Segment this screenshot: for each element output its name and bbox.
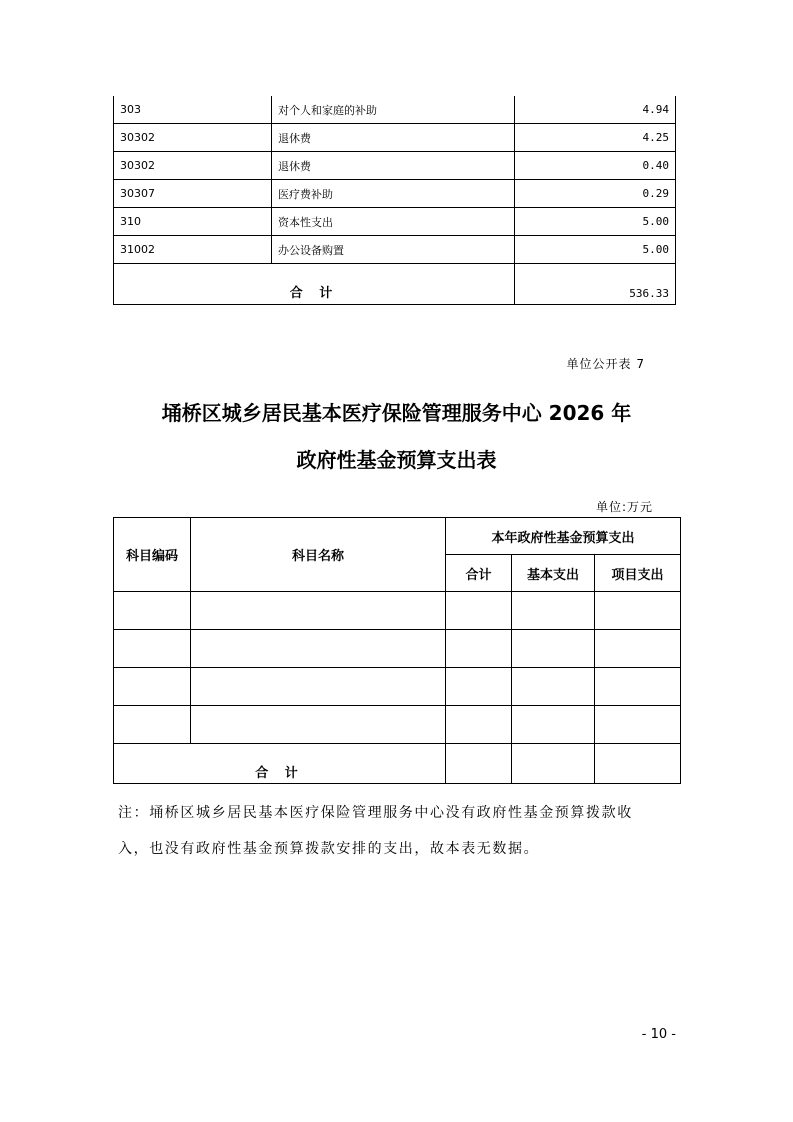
total-row [114,264,676,305]
row-amount: 4.94 [515,96,676,124]
page-number: - 10 - [641,1027,676,1042]
row-name: 退休费 [272,124,515,152]
row-amount: 5.00 [515,208,676,236]
row-code: 30307 [114,180,272,208]
header-row [114,518,681,555]
table-row [114,96,676,124]
row-code: 31002 [114,236,272,264]
table-row [114,630,681,668]
table-row [114,180,676,208]
row-name: 退休费 [272,152,515,180]
continuation-table [113,96,676,305]
table-row [114,236,676,264]
row-code: 30302 [114,124,272,152]
footnote-line2: 入，也没有政府性基金预算拨款安排的支出，故本表无数据。 [118,841,540,857]
footnote [118,795,668,867]
header-total: 合计 [446,555,512,592]
row-name: 对个人和家庭的补助 [272,96,515,124]
header-name: 科目名称 [191,518,446,592]
header-project: 项目支出 [595,555,681,592]
total-amount: 536.33 [515,264,676,305]
row-code: 303 [114,96,272,124]
header-code: 科目编码 [114,518,191,592]
row-amount: 4.25 [515,124,676,152]
row-amount: 0.40 [515,152,676,180]
row-name: 资本性支出 [272,208,515,236]
footnote-line1: 注：埇桥区城乡居民基本医疗保险管理服务中心没有政府性基金预算拨款收 [118,805,633,821]
row-code: 30302 [114,152,272,180]
table-row [114,668,681,706]
unit-label: 单位:万元 [595,500,653,514]
row-amount: 0.29 [515,180,676,208]
table-row [114,706,681,744]
header-basic: 基本支出 [512,555,595,592]
fund-budget-table [113,517,681,784]
row-code: 310 [114,208,272,236]
table-row [114,152,676,180]
page-title-line1: 埇桥区城乡居民基本医疗保险管理服务中心 2026 年 [161,401,632,425]
page-title-line2: 政府性基金预算支出表 [296,448,497,472]
table-row [114,592,681,630]
header-group: 本年政府性基金预算支出 [446,518,681,555]
total-label: 合 计 [114,264,515,305]
row-name: 医疗费补助 [272,180,515,208]
table-row [114,124,676,152]
table-row [114,208,676,236]
total-row [114,744,681,784]
row-amount: 5.00 [515,236,676,264]
table-number: 单位公开表 7 [566,357,645,371]
total-label: 合 计 [114,744,446,784]
row-name: 办公设备购置 [272,236,515,264]
